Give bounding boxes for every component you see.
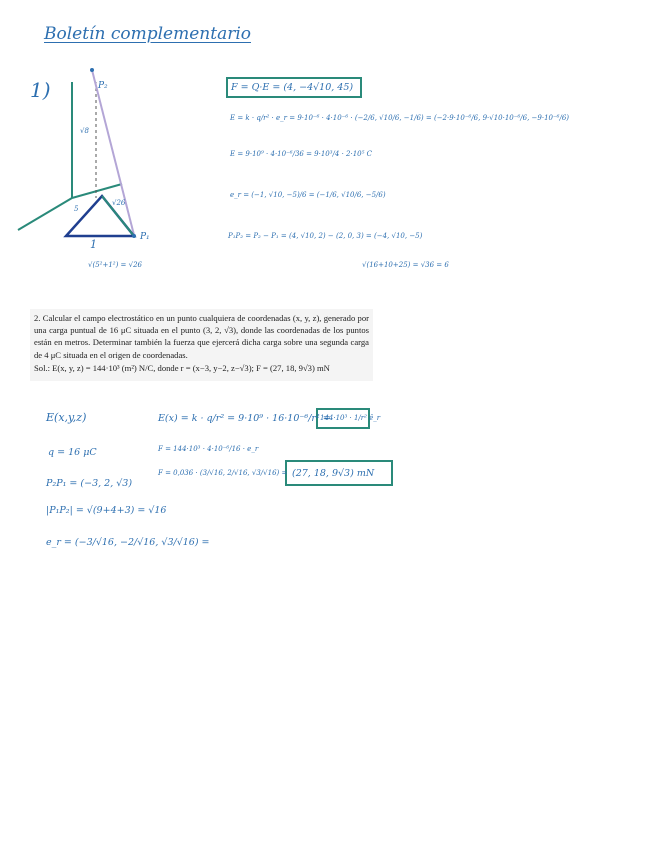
label-edge-left: 5: [74, 205, 79, 213]
page-title: Boletín complementario: [44, 24, 251, 44]
x-axis: [18, 198, 72, 230]
problem-1-number: 1): [30, 78, 51, 102]
p1-line-norm: √(16+10+25) = √36 = 6: [362, 261, 449, 269]
p1-line-displacement: P₁P₂ = P₂ − P₁ = (4, √10, 2) − (2, 0, 3) = (−4, √10, −5): [228, 232, 423, 240]
label-edge-bottom: 1: [90, 238, 97, 251]
p2-right-1: 144·10³ · 1/r² ê_r: [320, 414, 381, 422]
p1-line-unit-vector: e_r = (−1, √10, −5)/6 = (−1/6, √10/6, −5/6): [230, 191, 386, 199]
problem-2-printed: [30, 309, 373, 381]
p2-left-3: |P₁P₂| = √(9+4+3) = √16: [46, 505, 167, 516]
p2-left-2: P₂P₁ = (−3, 2, √3): [46, 478, 133, 489]
p1-line-field-mag: E = 9·10⁹ · 4·10⁻⁶/36 = 9·10³/4 · 2·10⁵ C: [230, 150, 373, 158]
y-axis: [72, 184, 122, 198]
label-edge-hyp: √26: [112, 199, 126, 207]
p1-line-force: F = Q·E = (4, −4√10, 45): [231, 82, 354, 93]
p2-right-4: (27, 18, 9√3) mN: [292, 468, 375, 479]
problem-2-solution: Sol.: E(x, y, z) = 144·10³ (m²) N/C, donde r = (x−3, y−2, z−√3); F = (27, 18, 9√3) mN: [34, 362, 330, 373]
p2-left-1: q = 16 μC: [48, 447, 97, 458]
p2-left-4: e_r = (−3/√16, −2/√16, √3/√16) =: [46, 537, 210, 548]
point-p2: [90, 68, 94, 72]
p2-right-3: F = 0,036 · (3/√16, 2/√16, √3/√16) =: [158, 469, 288, 477]
label-p1: P₁: [140, 232, 150, 242]
point-p1: [132, 234, 136, 238]
p2-right-0: E(x) = k · q/r² = 9·10⁹ · 16·10⁻⁶/r² =: [158, 413, 331, 424]
problem-2-statement: 2. Calcular el campo electrostático en un punto cualquiera de coordenadas (x, y, z), generado por una carga puntual de 16 μC situada en el punto (3, 2, √3), donde las coordenadas de los puntos están en metros. Determinar también la fuerza que ejercerá dicha carga sobre una segunda carga de 4 μC situada en el origen de coordenadas.: [34, 313, 369, 360]
diagram-footnote: √(5²+1²) = √26: [88, 261, 142, 269]
label-axis: √8: [80, 127, 89, 135]
p1-line-field: E = k · q/r² · e_r = 9·10⁻⁶ · 4·10⁻⁶ · (−2/6, √10/6, −1/6) = (−2·9·10⁻⁶/6, 9·√10·10⁻⁶/6, −9·10⁻⁶/6): [230, 114, 570, 122]
p2-left-0: E(x,y,z): [46, 411, 87, 424]
p2-right-2: F = 144·10³ · 4·10⁻⁶/16 · e_r: [158, 445, 259, 453]
label-p2: P₂: [98, 81, 108, 91]
